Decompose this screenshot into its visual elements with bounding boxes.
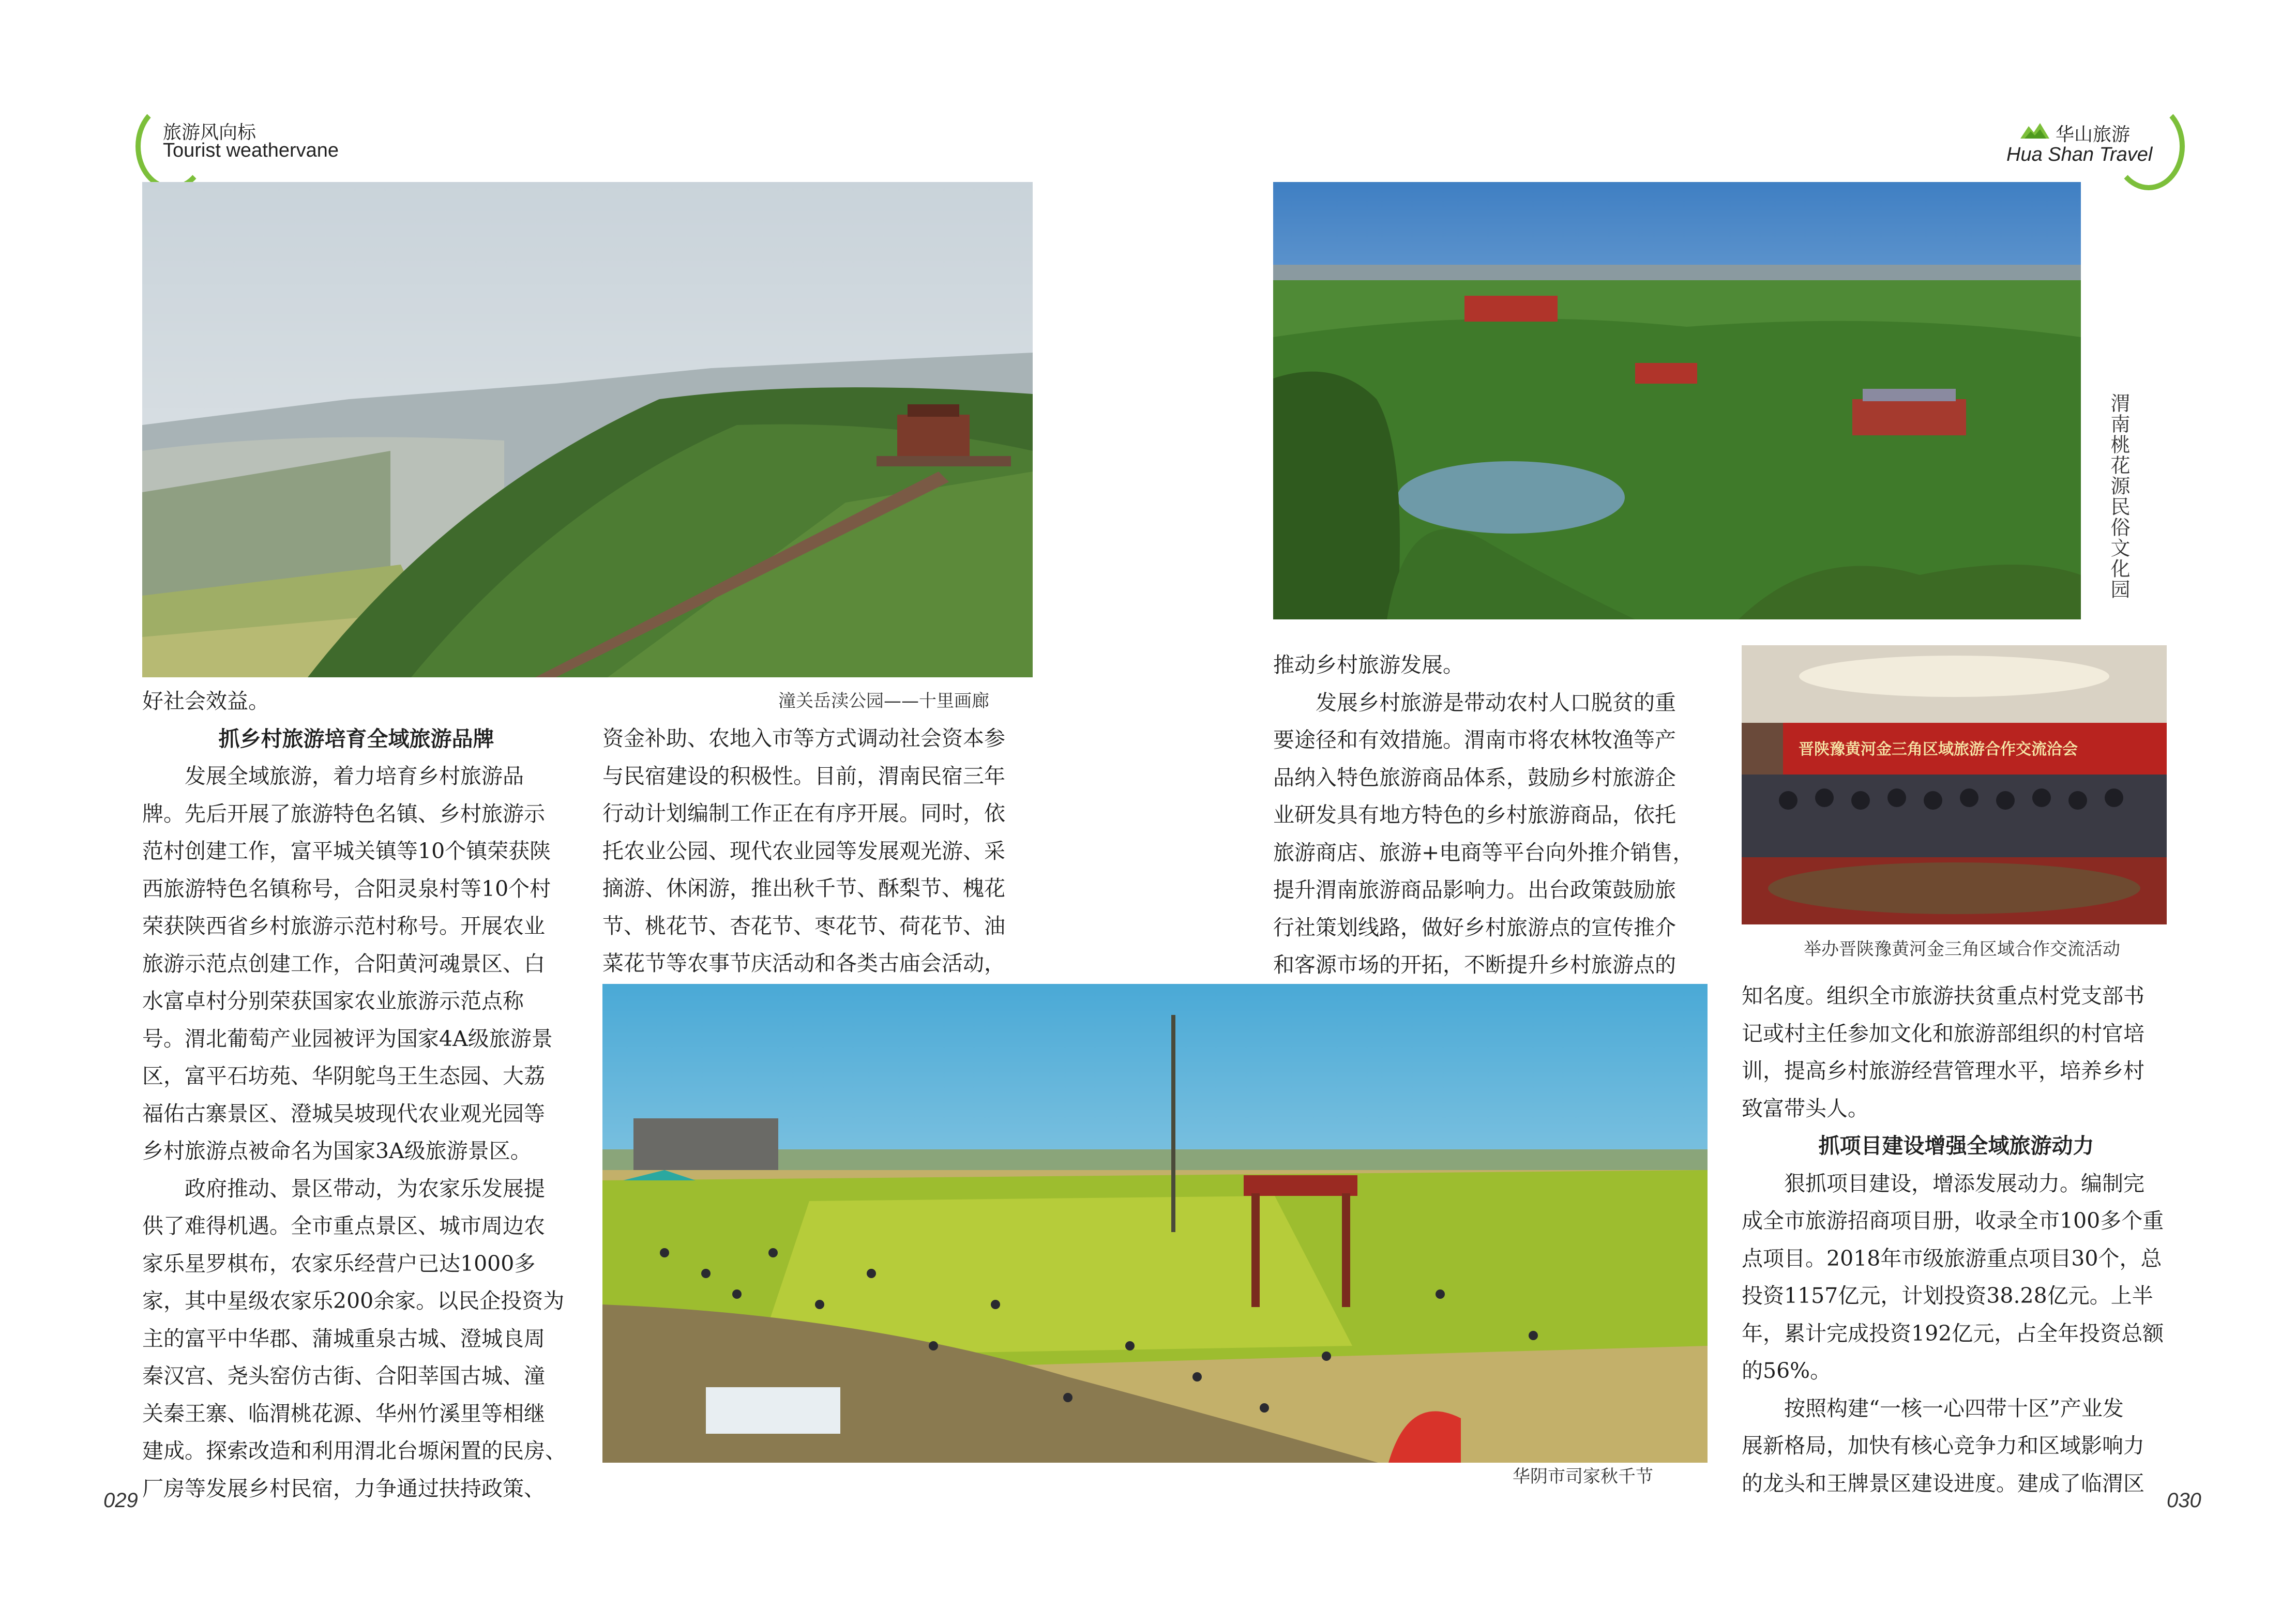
col2-line: 菜花节等农事节庆活动和各类古庙会活动，	[602, 951, 1005, 976]
col2-line: 节、桃花节、杏花节、枣花节、荷花节、油	[602, 913, 1005, 938]
caption-meeting: 举办晋陕豫黄河金三角区域合作交流活动	[1804, 939, 2120, 960]
col1-line: 主的富平中华郡、蒲城重泉古城、澄城良周	[142, 1326, 545, 1351]
col4-line: 记或村主任参加文化和旅游部组织的村官培	[1742, 1021, 2144, 1046]
meeting-banner-text: 晋陕豫黄河金三角区域旅游合作交流洽会	[1799, 740, 2078, 758]
col3-line: 发展乡村旅游是带动农村人口脱贫的重	[1316, 690, 1676, 715]
header-left-title-cn: 旅游风向标	[163, 122, 256, 143]
col1-line: 范村创建工作，富平城关镇等10个镇荣获陕	[142, 839, 551, 863]
col4-line: 狠抓项目建设，增添发展动力。编制完	[1784, 1171, 2144, 1196]
hua-shan-logo-icon	[2019, 120, 2050, 141]
col1-line: 水富卓村分别荣获国家农业旅游示范点称	[142, 989, 524, 1013]
page-number-left: 029	[103, 1489, 138, 1512]
col3-line: 提升渭南旅游商品影响力。出台政策鼓励旅	[1273, 877, 1676, 902]
photo-meeting-group	[1742, 645, 2167, 924]
caption-taohuayuan: 渭南桃花源民俗文化园	[2107, 393, 2130, 600]
col4-line: 成全市旅游招商项目册，收录全市100多个重	[1742, 1208, 2164, 1233]
header-right-title-cn: 华山旅游	[2056, 124, 2131, 145]
text-column-3	[1273, 646, 1708, 984]
caption-tongguan: 潼关岳渎公园——十里画廊	[778, 691, 989, 711]
col1-line: 家，其中星级农家乐200余家。以民企投资为	[142, 1288, 565, 1313]
col1-line: 牌。先后开展了旅游特色名镇、乡村旅游示	[142, 801, 545, 826]
col1-line: 区，富平石坊苑、华阴鸵鸟王生态园、大荔	[142, 1064, 545, 1088]
col3-line: 业研发具有地方特色的乡村旅游商品，依托	[1273, 802, 1676, 827]
col1-line: 厂房等发展乡村民宿，力争通过扶持政策、	[142, 1476, 545, 1501]
text-column-2	[602, 720, 1031, 982]
col1-line: 关秦王寨、临渭桃花源、华州竹溪里等相继	[142, 1401, 545, 1426]
col4-line: 的56%。	[1742, 1358, 1832, 1383]
col3-line: 要途径和有效措施。渭南市将农林牧渔等产	[1273, 727, 1676, 752]
header-right-title-en: Hua Shan Travel	[2006, 144, 2153, 165]
col1-line: 荣获陕西省乡村旅游示范村称号。开展农业	[142, 914, 545, 938]
section-heading-projects: 抓项目建设增强全域旅游动力	[1818, 1133, 2094, 1158]
col1-line: 乡村旅游点被命名为国家3A级旅游景区。	[142, 1139, 532, 1163]
col3-line: 品纳入特色旅游商品体系，鼓励乡村旅游企	[1273, 765, 1676, 790]
photo-swing-festival	[602, 984, 1708, 1463]
col1-line: 秦汉宫、尧头窑仿古街、合阳莘国古城、潼	[142, 1363, 545, 1388]
col1-line: 政府推动、景区带动，为农家乐发展提	[185, 1176, 545, 1201]
col2-line: 资金补助、农地入市等方式调动社会资本参	[602, 726, 1005, 751]
header-right-arc	[2112, 102, 2185, 190]
col2-line: 行动计划编制工作正在有序开展。同时，依	[602, 801, 1005, 826]
page-number-right: 030	[2167, 1489, 2201, 1512]
col1-line: 西旅游特色名镇称号，合阳灵泉村等10个村	[142, 876, 551, 901]
col4-line: 致富带头人。	[1742, 1096, 1869, 1121]
photo-taohuayuan-park	[1273, 182, 2081, 619]
col4-line: 年，累计完成投资192亿元，占全年投资总额	[1742, 1321, 2164, 1346]
col1-line: 家乐星罗棋布，农家乐经营户已达1000多	[142, 1251, 536, 1276]
photo-tongguan-corridor	[142, 182, 1033, 677]
col1-line: 好社会效益。	[142, 689, 269, 714]
col3-line: 行社策划线路，做好乡村旅游点的宣传推介	[1273, 915, 1676, 940]
col2-line: 与民宿建设的积极性。目前，渭南民宿三年	[602, 763, 1005, 788]
col3-line: 旅游商店、旅游+电商等平台向外推介销售，	[1273, 840, 1694, 865]
col2-line: 摘游、休闲游，推出秋千节、酥梨节、槐花	[602, 876, 1005, 901]
col4-line: 的龙头和王牌景区建设进度。建成了临渭区	[1742, 1470, 2144, 1496]
col1-line: 发展全域旅游，着力培育乡村旅游品	[185, 764, 524, 788]
col3-line: 推动乡村旅游发展。	[1273, 652, 1464, 677]
section-heading-rural-tourism: 抓乡村旅游培育全域旅游品牌	[218, 726, 494, 751]
col1-line: 供了难得机遇。全市重点景区、城市周边农	[142, 1213, 545, 1238]
col1-line: 号。渭北葡萄产业园被评为国家4A级旅游景	[142, 1026, 553, 1051]
col4-line: 训，提高乡村旅游经营管理水平，培养乡村	[1742, 1058, 2144, 1083]
text-column-1	[142, 682, 570, 1507]
col4-line: 知名度。组织全市旅游扶贫重点村党支部书	[1742, 983, 2144, 1008]
header-left-title-en: Tourist weathervane	[163, 140, 339, 161]
col4-line: 投资1157亿元，计划投资38.28亿元。上半	[1742, 1283, 2153, 1308]
caption-swing-festival: 华阴市司家秋千节	[1513, 1466, 1653, 1487]
col4-line: 按照构建“一核一心四带十区”产业发	[1784, 1395, 2124, 1421]
col4-line: 展新格局，加快有核心竞争力和区域影响力	[1742, 1433, 2144, 1458]
col4-line: 点项目。2018年市级旅游重点项目30个，总	[1742, 1246, 2162, 1271]
col1-line: 建成。探索改造和利用渭北台塬闲置的民房、	[142, 1438, 566, 1463]
col1-line: 福佑古寨景区、澄城吴坡现代农业观光园等	[142, 1101, 545, 1126]
col3-line: 和客源市场的开拓，不断提升乡村旅游点的	[1273, 952, 1676, 977]
col2-line: 托农业公园、现代农业园等发展观光游、采	[602, 838, 1005, 863]
col1-line: 旅游示范点创建工作，合阳黄河魂景区、白	[142, 951, 545, 976]
text-column-4	[1742, 977, 2171, 1502]
